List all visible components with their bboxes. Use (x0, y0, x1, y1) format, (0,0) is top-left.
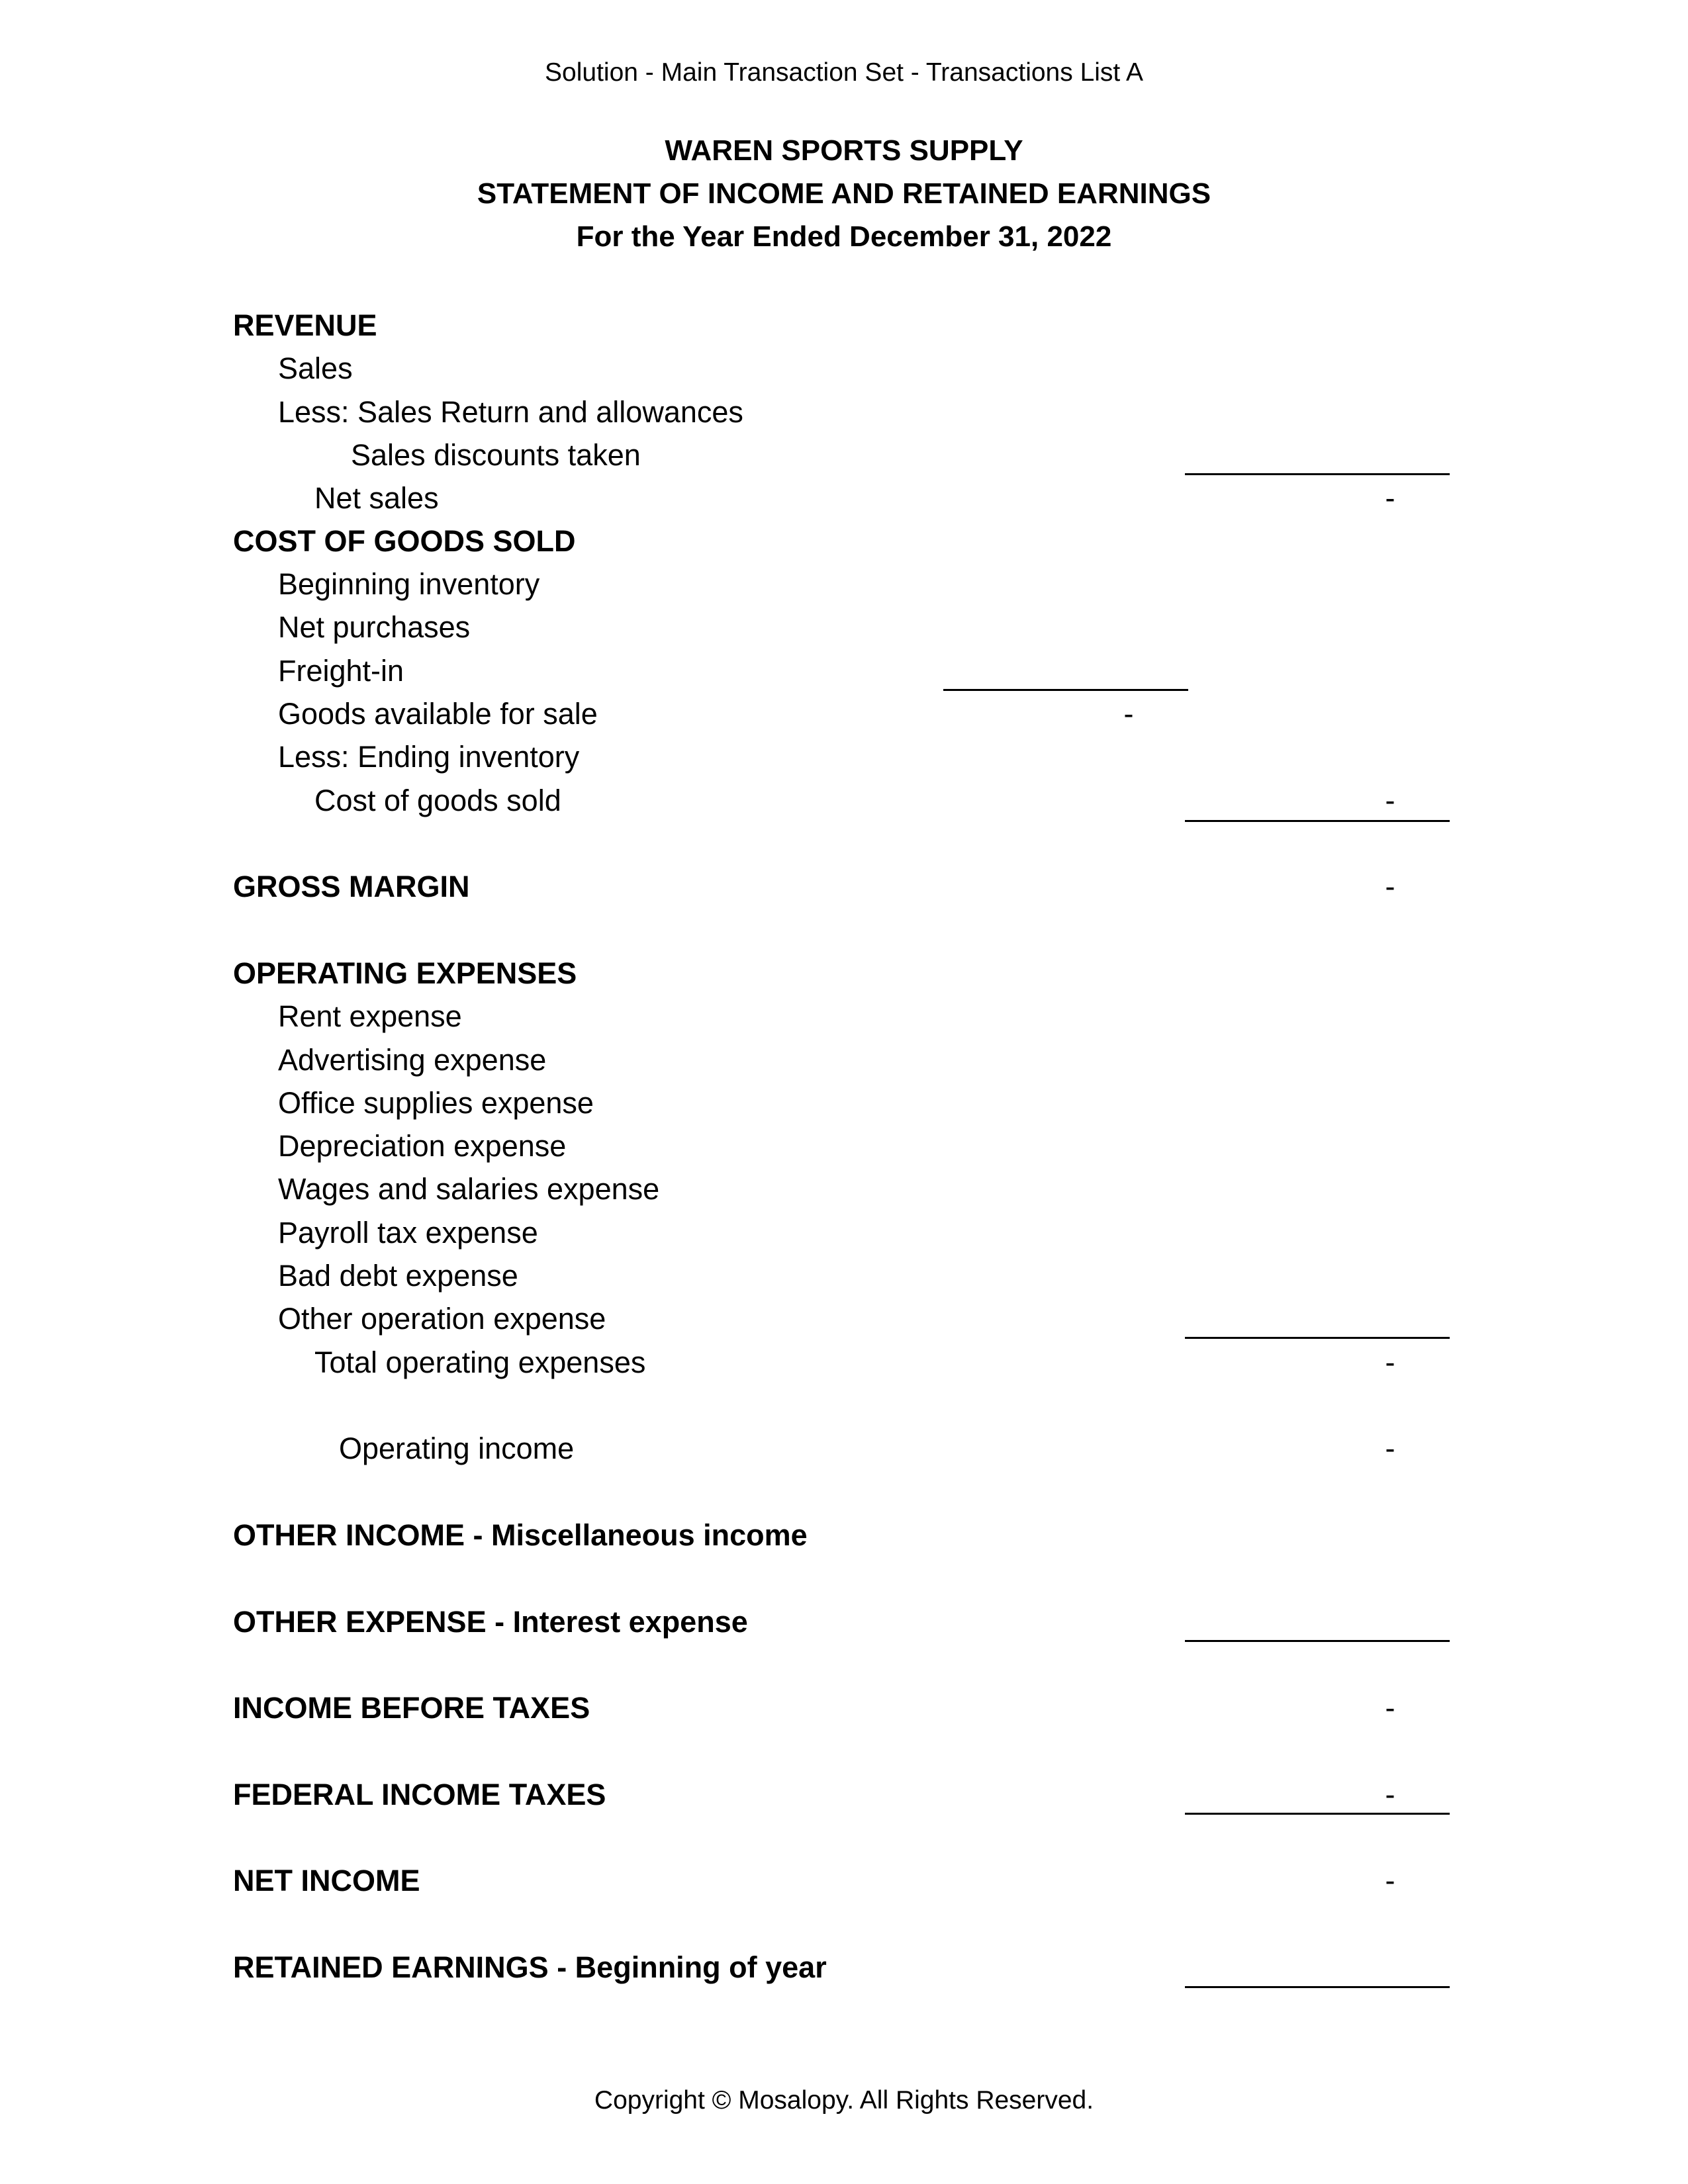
copyright-footer: Copyright © Mosalopy. All Rights Reserved. (594, 2086, 1094, 2115)
net-sales-label: Net sales (314, 481, 439, 515)
net-income-value: - (1385, 1864, 1395, 1897)
total-operating-expenses-value: - (1385, 1345, 1395, 1379)
subtotal-rule (1185, 1986, 1450, 1988)
revenue-heading: REVENUE (233, 308, 377, 342)
net-sales-value: - (1385, 481, 1395, 515)
total-operating-expenses-label: Total operating expenses (314, 1345, 646, 1379)
income-before-taxes-label: INCOME BEFORE TAXES (233, 1691, 590, 1725)
payroll-tax-expense-label: Payroll tax expense (278, 1216, 538, 1250)
rent-expense-label: Rent expense (278, 999, 462, 1033)
other-income-label: OTHER INCOME - Miscellaneous income (233, 1518, 808, 1552)
income-before-taxes-value: - (1385, 1691, 1395, 1725)
other-expense-label: OTHER EXPENSE - Interest expense (233, 1605, 748, 1639)
gross-margin-label: GROSS MARGIN (233, 870, 470, 903)
advertising-expense-label: Advertising expense (278, 1043, 547, 1077)
total-rule (1185, 820, 1450, 822)
freight-in-label: Freight-in (278, 654, 404, 688)
federal-income-taxes-label: FEDERAL INCOME TAXES (233, 1778, 606, 1811)
depreciation-expense-label: Depreciation expense (278, 1129, 567, 1163)
statement-title: STATEMENT OF INCOME AND RETAINED EARNINGS (477, 177, 1211, 210)
cost-of-goods-sold-value: - (1385, 784, 1395, 817)
company-name: WAREN SPORTS SUPPLY (665, 134, 1023, 167)
subtotal-rule (1185, 1813, 1450, 1815)
net-purchases-label: Net purchases (278, 610, 471, 644)
sales-label: Sales (278, 351, 353, 385)
operating-expenses-heading: OPERATING EXPENSES (233, 956, 577, 990)
subtotal-rule (1185, 473, 1450, 475)
statement-period: For the Year Ended December 31, 2022 (576, 220, 1112, 253)
wages-expense-label: Wages and salaries expense (278, 1172, 660, 1206)
gross-margin-value: - (1385, 870, 1395, 903)
office-supplies-expense-label: Office supplies expense (278, 1086, 594, 1120)
federal-income-taxes-value: - (1385, 1778, 1395, 1811)
sales-discounts-label: Sales discounts taken (351, 438, 641, 472)
goods-available-value: - (1123, 697, 1134, 731)
operating-income-value: - (1385, 1432, 1395, 1465)
subtotal-rule (943, 689, 1188, 691)
subtotal-rule (1185, 1640, 1450, 1642)
cost-of-goods-sold-label: Cost of goods sold (314, 784, 561, 817)
bad-debt-expense-label: Bad debt expense (278, 1259, 518, 1293)
beginning-inventory-label: Beginning inventory (278, 567, 540, 601)
page-header: Solution - Main Transaction Set - Transactions List A (545, 58, 1143, 87)
goods-available-label: Goods available for sale (278, 697, 598, 731)
net-income-label: NET INCOME (233, 1864, 420, 1897)
ending-inventory-label: Less: Ending inventory (278, 740, 580, 774)
operating-income-label: Operating income (339, 1432, 575, 1465)
cogs-heading: COST OF GOODS SOLD (233, 524, 576, 558)
other-operation-expense-label: Other operation expense (278, 1302, 606, 1336)
sales-returns-label: Less: Sales Return and allowances (278, 395, 743, 429)
retained-earnings-label: RETAINED EARNINGS - Beginning of year (233, 1950, 827, 1984)
subtotal-rule (1185, 1337, 1450, 1339)
